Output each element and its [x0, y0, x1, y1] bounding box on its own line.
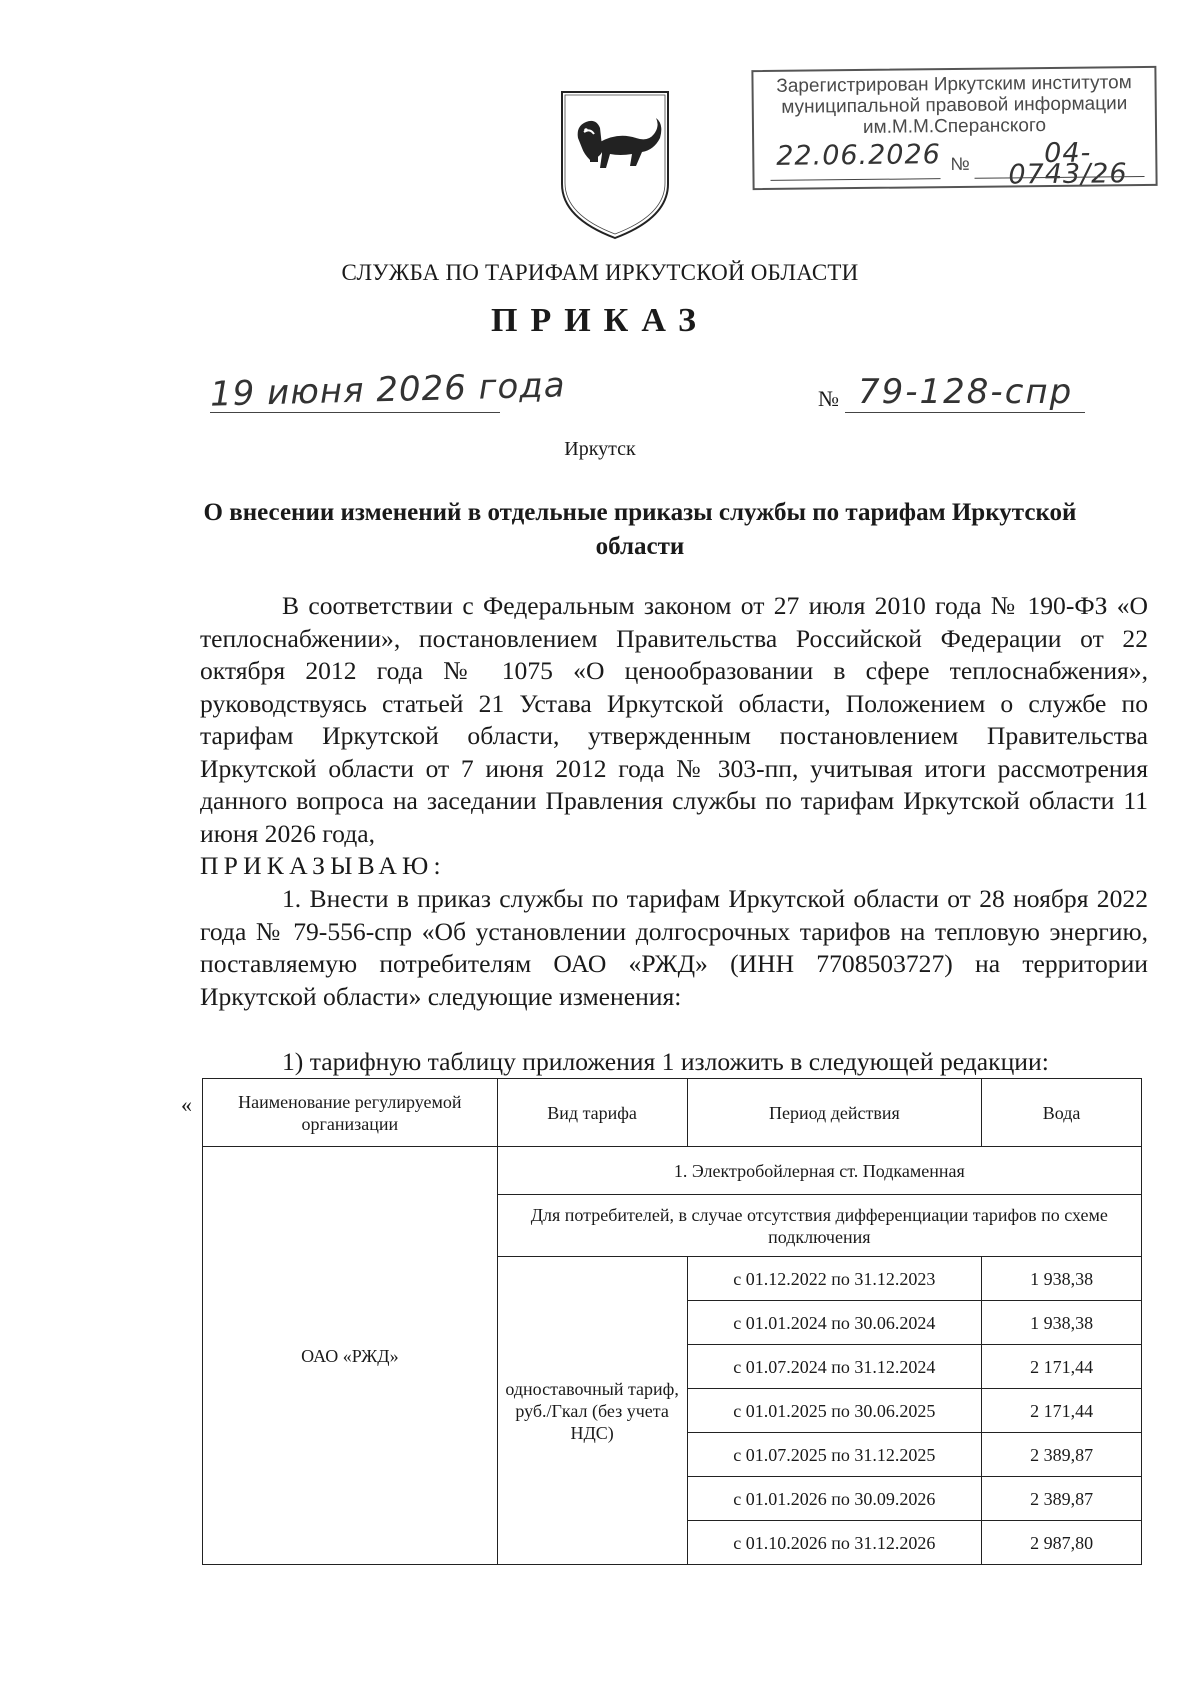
tariff-table	[202, 1078, 1142, 1565]
section-cell: 1. Электробойлерная ст. Подкаменная	[497, 1147, 1141, 1195]
item-1: 1. Внести в приказ службы по тарифам Иркутской области от 28 ноября 2022 года № 79-556-спр «Об установлении долгосрочных тарифов на тепловую энергию, поставляемую потребителям ОАО «РЖД» (ИНН 7708503727) на территории Иркутской области» следующие изменения:	[200, 884, 1148, 1011]
stamp-number-label: №	[950, 153, 970, 175]
order-date: 19 июня 2026 года	[209, 365, 567, 415]
table-row	[203, 1147, 1142, 1195]
coat-of-arms-icon	[556, 88, 674, 240]
value-cell: 2 389,87	[982, 1477, 1142, 1521]
stamp-date: 22.06.2026	[776, 139, 942, 172]
preamble: В соответствии с Федеральным законом от 27 июля 2010 года № 190-ФЗ «О теплоснабжении», постановлением Правительства Российской Федерации от 22 октября 2012 года № 1075 «О ценообразовании в сфере теплоснабжения», руководствуясь статьей 21 Устава Иркутской области, Положением о службе по тарифам Иркутской области, утвержденным постановлением Правительства Иркутской области от 7 июня 2012 года № 303-пп, учитывая итоги рассмотрения данного вопроса на заседании Правления службы по тарифам Иркутской области 11 июня 2026 года,	[200, 591, 1148, 848]
value-cell: 2 389,87	[982, 1433, 1142, 1477]
order-number: 79-128-спр	[858, 372, 1074, 412]
registration-stamp	[751, 66, 1157, 190]
document-type: ПРИКАЗ	[491, 302, 709, 339]
order-number-underline	[845, 412, 1085, 413]
subitem-1: 1) тарифную таблицу приложения 1 изложить в следующей редакции:	[282, 1047, 1049, 1076]
header-tariff-type: Вид тарифа	[497, 1079, 687, 1147]
period-cell: с 01.12.2022 по 31.12.2023	[687, 1257, 982, 1301]
period-cell: с 01.07.2025 по 31.12.2025	[687, 1433, 982, 1477]
header-organization: Наименование регулируемой организации	[203, 1079, 498, 1147]
value-cell: 1 938,38	[982, 1257, 1142, 1301]
table-opening-quote: «	[181, 1092, 192, 1117]
period-cell: с 01.01.2026 по 30.09.2026	[687, 1477, 982, 1521]
period-cell: с 01.07.2024 по 31.12.2024	[687, 1345, 982, 1389]
stamp-date-underline	[771, 178, 941, 181]
tariff-type-cell: одноставочный тариф, руб./Гкал (без учета НДС)	[497, 1257, 687, 1565]
stamp-line-2: муниципальной правовой информации	[781, 93, 1128, 118]
subsection-cell: Для потребителей, в случае отсутствия дифференциации тарифов по схеме подключения	[497, 1195, 1141, 1257]
document-subject: О внесении изменений в отдельные приказы службы по тарифам Иркутской области	[203, 499, 1077, 560]
header-water: Вода	[982, 1079, 1142, 1147]
order-date-underline	[210, 412, 500, 413]
stamp-line-1: Зарегистрирован Иркутским институтом	[776, 72, 1132, 97]
value-cell: 2 171,44	[982, 1389, 1142, 1433]
header-period: Период действия	[687, 1079, 982, 1147]
value-cell: 2 171,44	[982, 1345, 1142, 1389]
period-cell: с 01.01.2024 по 30.06.2024	[687, 1301, 982, 1345]
value-cell: 2 987,80	[982, 1521, 1142, 1565]
agency-name: СЛУЖБА ПО ТАРИФАМ ИРКУТСКОЙ ОБЛАСТИ	[341, 260, 859, 285]
city: Иркутск	[564, 438, 636, 460]
table-header-row	[203, 1079, 1142, 1147]
period-cell: с 01.10.2026 по 31.12.2026	[687, 1521, 982, 1565]
period-cell: с 01.01.2025 по 30.06.2025	[687, 1389, 982, 1433]
stamp-number: 04-0743/26	[1008, 137, 1128, 191]
order-word: ПРИКАЗЫВАЮ:	[200, 851, 446, 880]
stamp-line-3: им.М.М.Сперанского	[862, 115, 1047, 138]
value-cell: 1 938,38	[982, 1301, 1142, 1345]
order-number-label: №	[818, 386, 839, 411]
organization-cell: ОАО «РЖД»	[203, 1147, 498, 1565]
